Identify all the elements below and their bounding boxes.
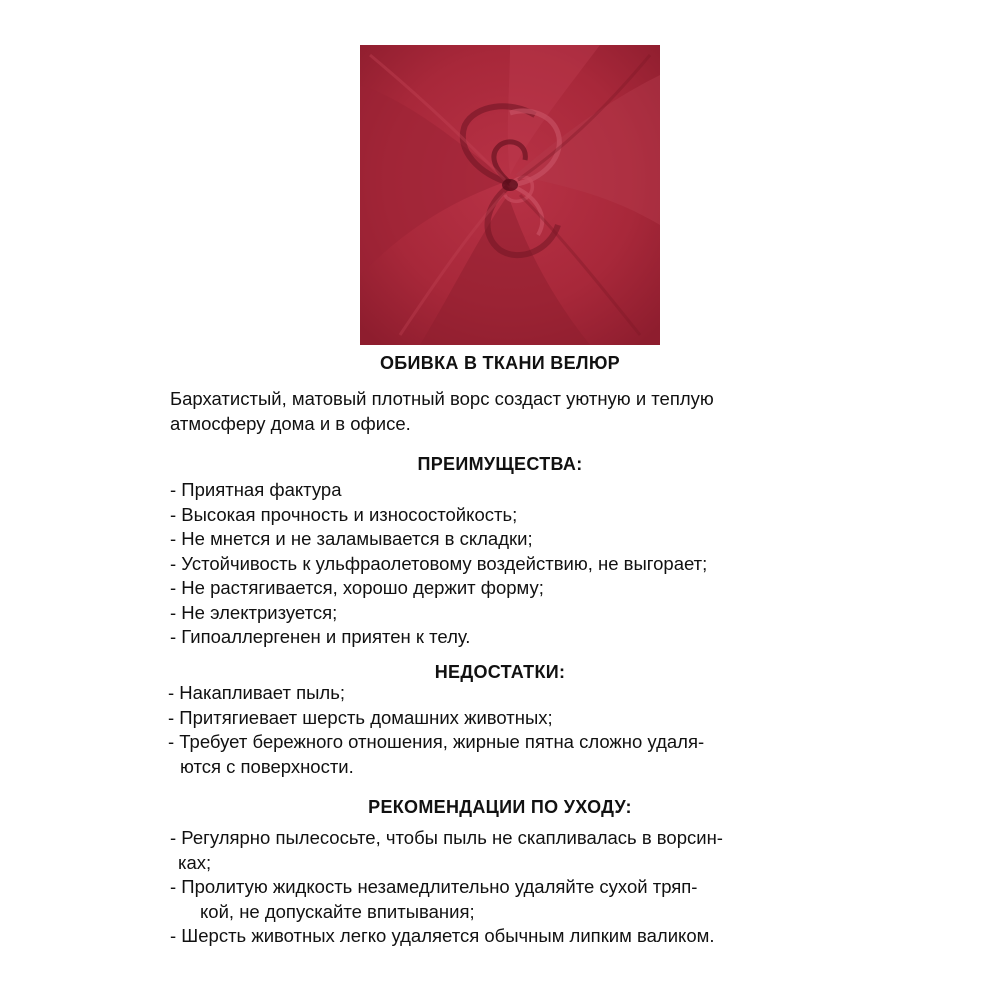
intro-text [170,386,860,436]
list-item [168,730,704,779]
list-item-continuation: кой, не допускайте впитывания; [200,900,475,922]
section-title: ОБИВКА В ТКАНИ ВЕЛЮР [380,353,620,373]
velour-fabric-image [360,45,660,345]
care-heading: РЕКОМЕНДАЦИИ ПО УХОДУ: [368,797,632,817]
disadvantages-list [168,681,704,779]
list-item: - Высокая прочность и износостойкость; [170,503,518,525]
list-item: - Гипоаллергенен и приятен к телу. [170,626,471,647]
list-item [170,875,723,924]
intro-line: Бархатистый, матовый плотный ворс создаст уютную и теплую [170,388,714,409]
list-item-line: - Шерсть животных легко удаляется обычным липким валиком. [170,925,715,946]
advantages-list [170,478,707,650]
list-item-line: - Требует бережного отношения, жирные пятна сложно удаля- [168,731,705,752]
list-item [168,706,704,731]
fabric-swirl-graphic [360,45,660,345]
list-item-continuation: ются с поверхности. [180,755,354,777]
list-item-line: - Накапливает пыль; [168,682,345,703]
list-item-line: - Пролитую жидкость незамедлительно удаляйте сухой тряп- [170,876,698,897]
list-item-line: - Регулярно пылесосьте, чтобы пыль не скапливалась в ворсин- [170,827,723,848]
list-item-continuation: ках; [178,851,212,873]
list-item [170,924,723,949]
intro-line: атмосферу дома и в офисе. [170,413,411,434]
disadvantages-heading: НЕДОСТАТКИ: [434,662,566,682]
list-item [168,681,704,706]
list-item: - Приятная фактура [170,479,342,500]
list-item: - Не мнется и не заламывается в складки; [170,528,533,549]
advantages-heading: ПРЕИМУЩЕСТВА: [417,454,583,474]
list-item: - Устойчивость к ульфраолетовому воздействию, не выгорает; [170,552,708,574]
list-item: - Не растягивается, хорошо держит форму; [170,577,544,598]
care-list [170,826,723,949]
list-item [170,826,723,875]
list-item: - Не электризуется; [170,601,338,623]
list-item-line: - Притягиевает шерсть домашних животных; [168,706,553,728]
